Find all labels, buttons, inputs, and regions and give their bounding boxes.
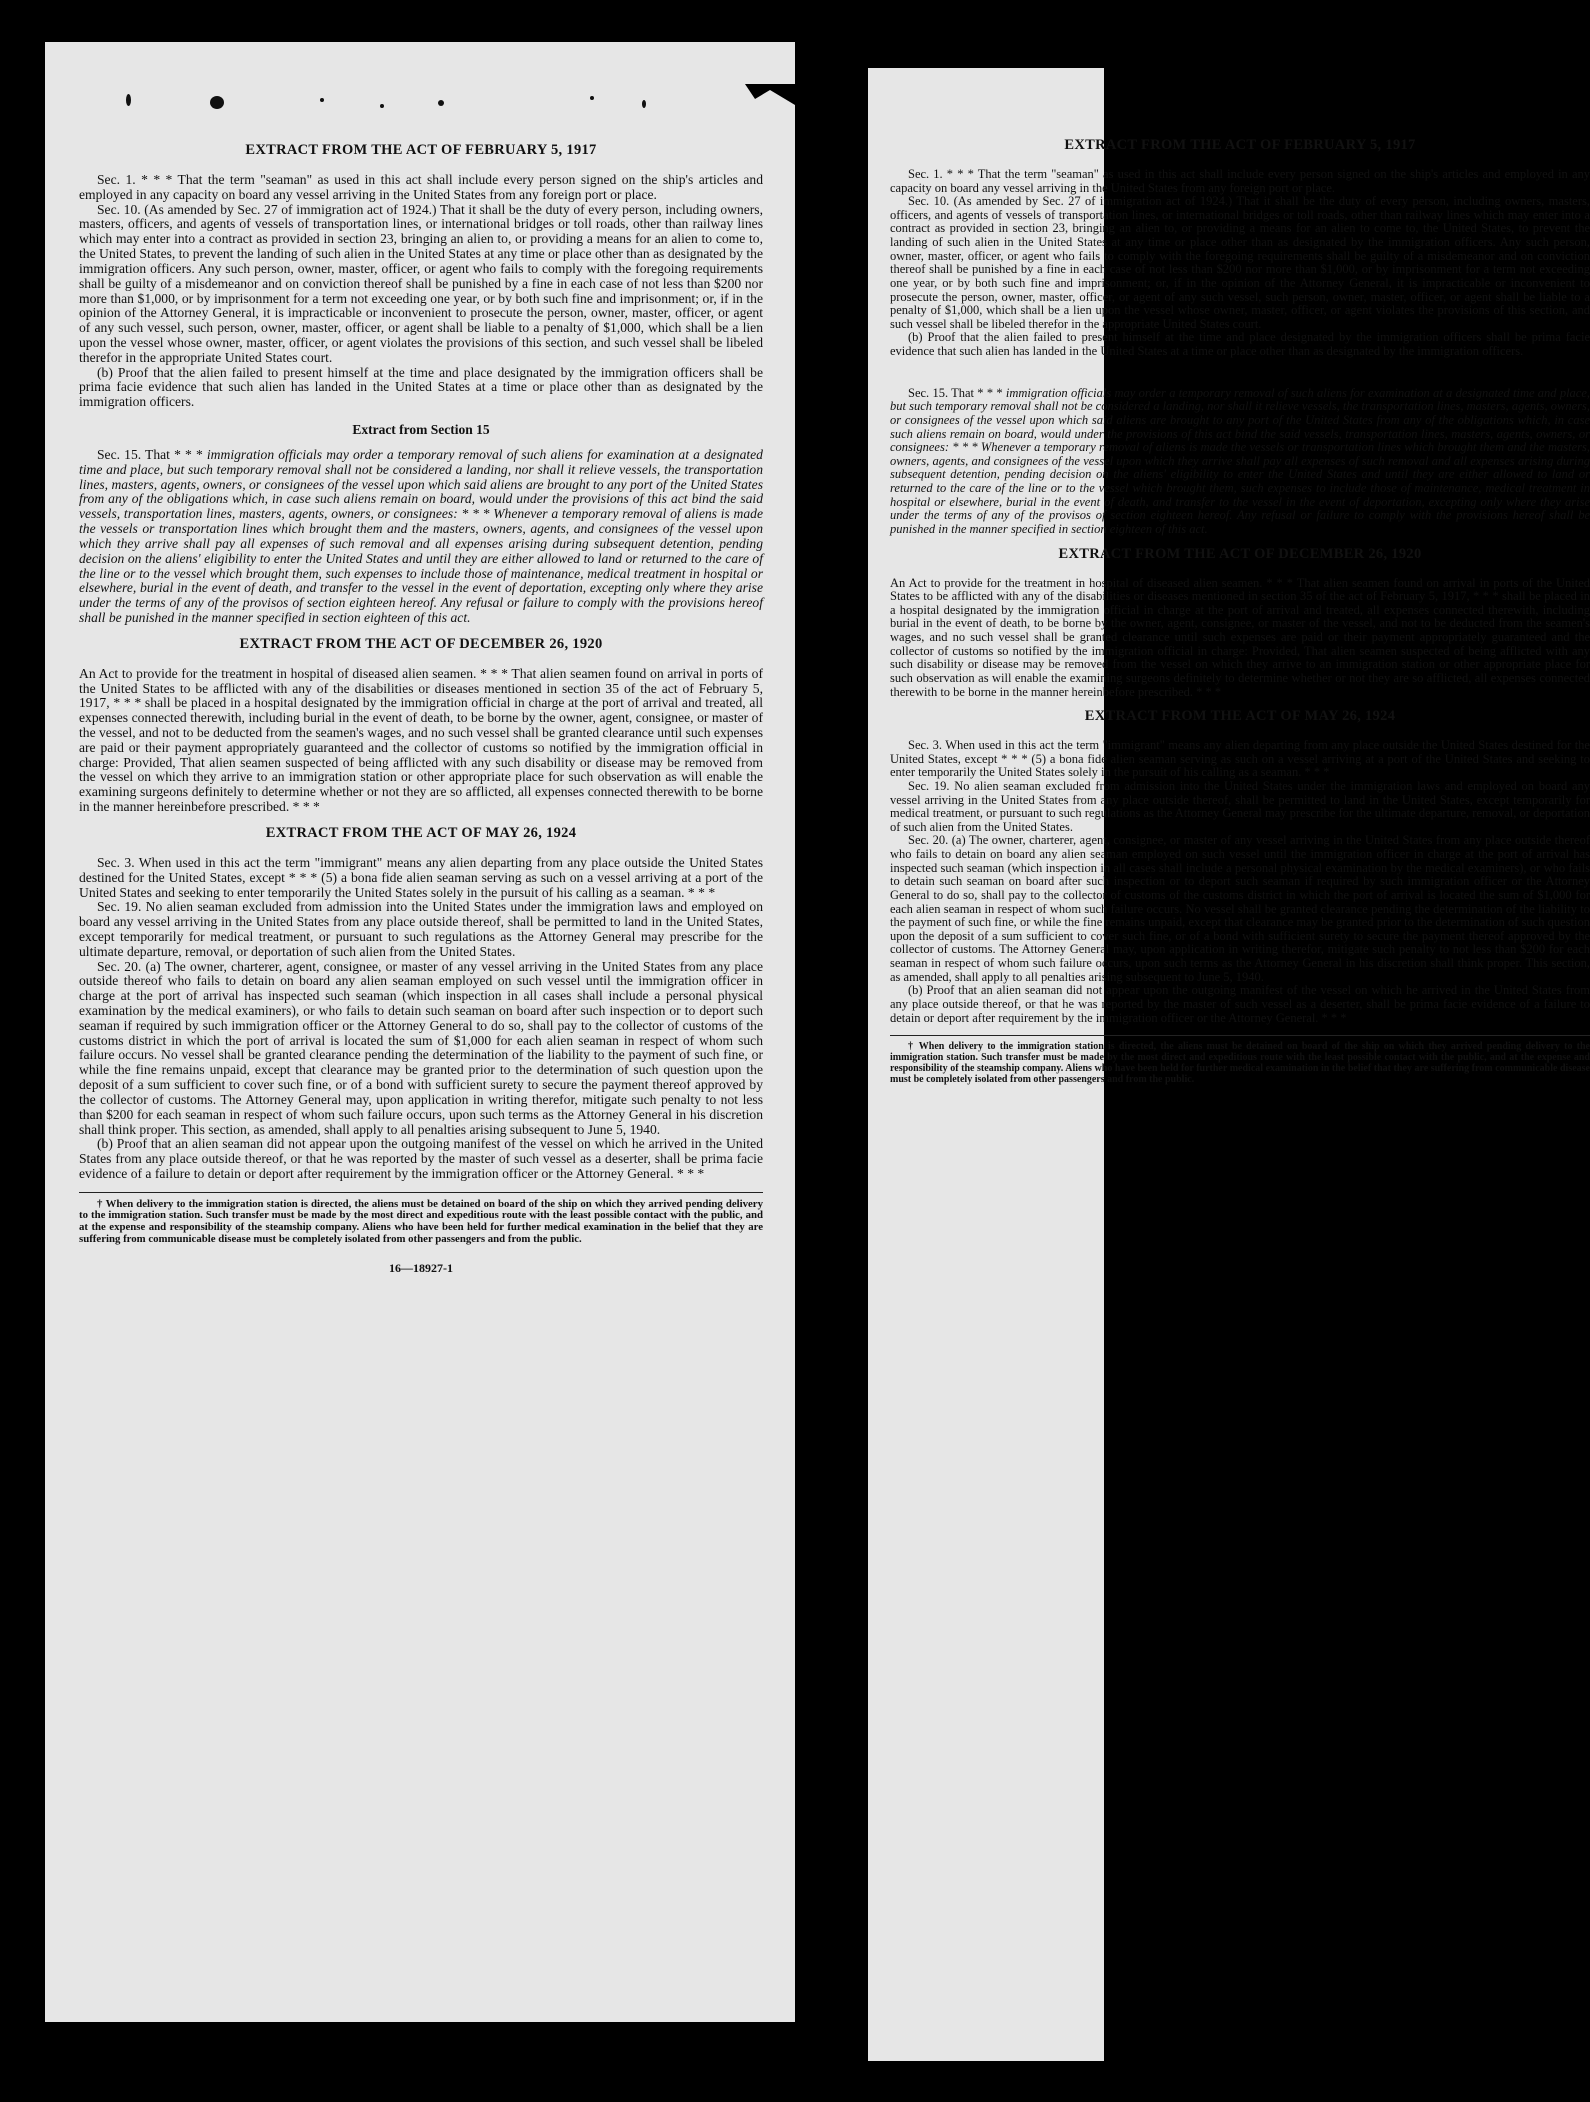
side-section-20-text: Sec. 20. (a) The owner, charterer, agent, consignee, or master of any vessel arriving in the United States from any place outside thereof who fails to detain on board any alien seaman employed on such vessel until the immigration officer in charge at the port of arrival has inspected such seaman (which inspection in all cases shall include a personal physical examination by the medical examiners), or who fails to detain such seaman on board after such inspection or to deport such seaman if required by such immigration officer or the Attorney General to do so, shall pay to the collector of customs of the customs district in which the port of arrival is located the sum of $1,000 for each alien seaman in respect of whom such failure occurs. No vessel shall be granted clearance pending the determination of the liability to the payment of such fine, or while the fine remains unpaid, except that clearance may be granted prior to the determination of such question upon the deposit of a sum sufficient to cover such fine, or of a bond with sufficient surety to secure the payment thereof approved by the collector of customs. The Attorney General may, upon application in writing therefor, mitigate such penalty to not less than $200 for each seaman in respect of whom such failure occurs, upon such terms as the Attorney General in his discretion shall think proper. This section, as amended, shall apply to all penalties arising subsequent to June 5, 1940. [890, 833, 1590, 984]
speck [642, 100, 646, 108]
footnote-divider [79, 1192, 763, 1193]
subheading-section-15: Extract from Section 15 [352, 422, 490, 437]
side-section-19-text: Sec. 19. No alien seaman excluded from admission into the United States under the immigration laws and employed on board any vessel arriving in the United States from any place outside thereof, shall be permitted to land in the United States, except temporarily for medical treatment, or pursuant to such regulations as the Attorney General may prescribe for the ultimate departure, removal, or deportation of such alien from the United States. [890, 778, 1590, 834]
heading-act-1924: EXTRACT FROM THE ACT OF MAY 26, 1924 [265, 824, 577, 841]
side-section-15-text [890, 387, 1590, 537]
side-heading-act-1920: EXTRACT FROM THE ACT OF DECEMBER 26, 1920 [1058, 545, 1422, 562]
section-19-text: Sec. 19. No alien seaman excluded from admission into the United States under the immigration laws and employed on board any vessel arriving in the United States from any place outside thereof, shall be permitted to land in the United States, except temporarily for medical treatment, or pursuant to such regulations as the Attorney General may prescribe for the ultimate departure, removal, or deportation of such alien from the United States. [79, 899, 763, 959]
speck [320, 98, 324, 102]
speck [590, 96, 594, 100]
document-page [45, 42, 795, 2022]
side-footnote: † When delivery to the immigration station is directed, the aliens must be detained on board of the ship on which they arrived pending delivery to the immigration station. Such transfer must be made by the most direct and expeditious route with the least possible contact with the public, and at the expense and responsibility of the steamship company. Aliens who have been held for further medical examination in the belief that they are suffering from communicable disease must be completely isolated from other passengers and from the public. [890, 1041, 1590, 1085]
side-heading-act-1924: EXTRACT FROM THE ACT OF MAY 26, 1924 [1084, 708, 1396, 725]
paper-specks [70, 52, 690, 82]
section-15-text [79, 448, 763, 626]
section-1-text: Sec. 1. * * * That the term "seaman" as used in this act shall include every person signed on the ship's articles and employed in any capacity on board any vessel arriving in the United States from any foreign port or place. [79, 172, 763, 202]
act-1920-text: An Act to provide for the treatment in hospital of diseased alien seamen. * * * That alien seamen found on arrival in ports of the United States to be afflicted with any of the disabilities or diseases mentioned in section 35 of the act of February 5, 1917, * * * shall be placed in a hospital designated by the immigration official in charge at the port of arrival and treated, all expenses connected therewith, including burial in the event of death, to be borne by the owner, agent, consignee, or master of the vessel, and not to be deducted from the seamen's wages, and no such vessel shall be granted clearance until such expenses are paid or their payment appropriately guaranteed and the collector of customs so notified by the immigration official in charge: Provided, That alien seamen suspected of being afflicted with any such disability or disease may be removed from the vessel on which they arrive to an immigration station or other appropriate place for such observation as will enable the examining surgeons definitely to determine whether or not they are so afflicted, all expenses connected therewith to be borne in the manner hereinbefore prescribed. * * * [79, 665, 763, 815]
side-section-15-body: immigration officials may order a temporary removal of such aliens for examination at a designated time and place, but such temporary removal shall not be considered a landing, nor shall it relieve vessels, the transportation lines, masters, agents, owners, or consignees of the vessel upon which said aliens are brought to any port of the United States from any of the obligations which, in case such aliens remain on board, would under the provisions of this act bind the said vessels, transportation lines, masters, agents, owners, or consignees: * * * Whenever a temporary removal of aliens is made the vessels or transportation lines which brought them and the masters, owners, agents, and consignees of the vessel upon which they arrive shall pay all expenses of such removal and all expenses arising during subsequent detention, pending decision on the aliens' eligibility to enter the United States and until they are either allowed to land or returned to the care of the line or to the vessel which brought them, such expenses to include those of maintenance, medical treatment in hospital or elsewhere, burial in the event of death, and transfer to the vessel in the event of deportation, excepting only where they arise under the terms of any of the provisos of section eighteen hereof. Any refusal or failure to comply with the provisions hereof shall be punished in the manner specified in section eighteen of this act. [890, 385, 1590, 536]
section-3-text: Sec. 3. When used in this act the term "immigrant" means any alien departing from any place outside the United States destined for the United States, except * * * (5) a bona fide alien seaman serving as such on a vessel arriving at a port of the United States and seeking to enter temporarily the United States solely in the pursuit of his calling as a seaman. * * * [79, 854, 763, 900]
document-number: 16—18927-1 [389, 1261, 453, 1276]
side-heading-act-1917: EXTRACT FROM THE ACT OF FEBRUARY 5, 1917 [1064, 137, 1416, 153]
side-section-1-text: Sec. 1. * * * That the term "seaman" as used in this act shall include every person signed on the ship's articles and employed in any capacity on board any vessel arriving in the United States from any foreign port or place. [890, 166, 1590, 195]
torn-edge [745, 84, 845, 114]
speck [126, 94, 131, 106]
footnote: † When delivery to the immigration station is directed, the aliens must be detained on board of the ship on which they arrived pending delivery to the immigration station. Such transfer must be made by the most direct and expeditious route with the least possible contact with the public, and at the expense and responsibility of the steamship company. Aliens who have been held for further medical examination in the belief that they are suffering from communicable disease must be completely isolated from other passengers and from the public. [79, 1197, 763, 1245]
side-section-20b-text: (b) Proof that an alien seaman did not appear upon the outgoing manifest of the vessel on which he arrived in the United States from any place outside thereof, or that he was reported by the master of such vessel as a deserter, shall be prima facie evidence of a failure to detain or deport after requirement by the immigration officer or the Attorney General. * * * [890, 983, 1590, 1025]
section-10-text: Sec. 10. (As amended by Sec. 27 of immigration act of 1924.) That it shall be the duty of every person, including owners, masters, officers, and agents of vessels of transportation lines, or international bridges or toll roads, other than railway lines which may enter into a contract as provided in section 23, bringing an alien to, or providing a means for an alien to come to, the United States, to prevent the landing of such alien in the United States at any time or place other than as designated by the immigration officers. Any such person, owner, master, officer, or agent who fails to comply with the foregoing requirements shall be guilty of a misdemeanor and on conviction thereof shall be punished by a fine in each case of not less than $200 nor more than $1,000, or by imprisonment for a term not exceeding one year, or by both such fine and imprisonment; or, if in the opinion of the Attorney General, it is impracticable or inconvenient to prosecute the person, owner, master, officer, or agent of any such vessel, such person, owner, master, officer, or agent shall be liable to a penalty of $1,000, which shall be a lien upon the vessel whose owner, master, officer, or agent violates the provisions of this section, and such vessel shall be libeled therefor in the appropriate United States court. [79, 201, 763, 365]
section-20-text: Sec. 20. (a) The owner, charterer, agent, consignee, or master of any vessel arriving in the United States from any place outside thereof who fails to detain on board any alien seaman employed on such vessel until the immigration officer in charge at the port of arrival has inspected such seaman (which inspection in all cases shall include a personal physical examination by the medical examiners), or who fails to detain such seaman on board after such inspection or to deport such seaman if required by such immigration officer or the Attorney General to do so, shall pay to the collector of customs of the customs district in which the port of arrival is located the sum of $1,000 for each alien seaman in respect of whom such failure occurs. No vessel shall be granted clearance pending the determination of the liability to the payment of such fine, or while the fine remains unpaid, except that clearance may be granted prior to the determination of such question upon the deposit of a sum sufficient to cover such fine, or of a bond with sufficient surety to secure the payment thereof approved by the collector of customs. The Attorney General may, upon application in writing therefor, mitigate such penalty to not less than $200 for each seaman in respect of whom such failure occurs, upon such terms as the Attorney General in his discretion shall think proper. This section, as amended, shall apply to all penalties arising subsequent to June 5, 1940. [79, 958, 763, 1137]
adjacent-page-content [868, 138, 1590, 1085]
section-10b-text: (b) Proof that the alien failed to present himself at the time and place designated by the immigration officers shall be prima facie evidence that such alien has landed in the United States at a time or place other than as designated by the immigration officers. [79, 364, 763, 410]
side-footnote-divider [890, 1035, 1590, 1036]
section-15-body: immigration officials may order a temporary removal of such aliens for examination at a designated time and place, but such temporary removal shall not be considered a landing, nor shall it relieve vessels, the transportation lines, masters, agents, owners, or consignees of the vessel upon which said aliens are brought to any port of the United States from any of the obligations which, in case such aliens remain on board, would under the provisions of this act bind the said vessels, transportation lines, masters, agents, owners, or consignees: * * * Whenever a temporary removal of aliens is made the vessels or transportation lines which brought them and the masters, owners, agents, and consignees of the vessel upon which they arrive shall pay all expenses of such removal and all expenses arising during subsequent detention, pending decision on the aliens' eligibility to enter the United States and until they are either allowed to land or returned to the care of the line or to the vessel which brought them, such expenses to include those of maintenance, medical treatment in hospital or elsewhere, burial in the event of death, and transfer to the vessel in the event of deportation, excepting only where they arise under the terms of any of the provisos of section eighteen hereof. Any refusal or failure to comply with the provisions hereof shall be punished in the manner specified in section eighteen of this act. [79, 447, 763, 625]
side-act-1920-text: An Act to provide for the treatment in hospital of diseased alien seamen. * * * That alien seamen found on arrival in ports of the United States to be afflicted with any of the disabilities or diseases mentioned in section 35 of the act of February 5, 1917, * * * shall be placed in a hospital designated by the immigration official in charge at the port of arrival and treated, all expenses connected therewith, including burial in the event of death, to be borne by the owner, agent, consignee, or master of the vessel, and not to be deducted from the seamen's wages, and no such vessel shall be granted clearance until such expenses are paid or their payment appropriately guaranteed and the collector of customs so notified by the immigration official in charge: Provided, That alien seamen suspected of being afflicted with any such disability or disease may be removed from the vessel on which they arrive to an immigration station or other appropriate place for such observation as will enable the examining surgeons definitely to determine whether or not they are so afflicted, all expenses connected therewith to be borne in the manner hereinbefore prescribed. * * * [890, 575, 1590, 699]
speck [438, 100, 444, 106]
side-section-3-text: Sec. 3. When used in this act the term "immigrant" means any alien departing from any place outside the United States destined for the United States, except * * * (5) a bona fide alien seaman serving as such on a vessel arriving at a port of the United States and seeking to enter temporarily the United States solely in the pursuit of his calling as a seaman. * * * [890, 738, 1590, 780]
side-section-10b-text: (b) Proof that the alien failed to present himself at the time and place designated by the immigration officers shall be prima facie evidence that such alien has landed in the United States at a time or place other than as designated by the immigration officers. [890, 330, 1590, 359]
section-20b-text: (b) Proof that an alien seaman did not appear upon the outgoing manifest of the vessel on which he arrived in the United States from any place outside thereof, or that he was reported by the master of such vessel as a deserter, shall be prima facie evidence of a failure to detain or deport after requirement by the immigration officer or the Attorney General. * * * [79, 1136, 763, 1181]
side-section-15-lead: Sec. 15. That * * * [908, 385, 1003, 400]
side-section-10-text: Sec. 10. (As amended by Sec. 27 of immigration act of 1924.) That it shall be the duty of every person, including owners, masters, officers, and agents of vessels of transportation lines, or international bridges or toll roads, other than railway lines which may enter into a contract as provided in section 23, bringing an alien to, or providing a means for an alien to come to, the United States, to prevent the landing of such alien in the United States at any time or place other than as designated by the immigration officers. Any such person, owner, master, officer, or agent who fails to comply with the foregoing requirements shall be guilty of a misdemeanor and on conviction thereof shall be punished by a fine in each case of not less than $200 nor more than $1,000, or by imprisonment for a term not exceeding one year, or by both such fine and imprisonment; or, if in the opinion of the Attorney General, it is impracticable or inconvenient to prosecute the person, owner, master, officer, or agent of any such vessel, such person, owner, master, officer, or agent shall be liable to a penalty of $1,000, which shall be a lien upon the vessel whose owner, master, officer, or agent violates the provisions of this section, and such vessel shall be libeled therefor in the appropriate United States court. [890, 194, 1590, 331]
speck [380, 104, 384, 108]
adjacent-page-strip [868, 68, 1590, 2061]
section-15-lead: Sec. 15. That * * * [97, 447, 203, 462]
heading-act-1920: EXTRACT FROM THE ACT OF DECEMBER 26, 1920 [239, 635, 603, 652]
heading-act-1917: EXTRACT FROM THE ACT OF FEBRUARY 5, 1917 [245, 142, 597, 158]
speck [210, 96, 224, 109]
